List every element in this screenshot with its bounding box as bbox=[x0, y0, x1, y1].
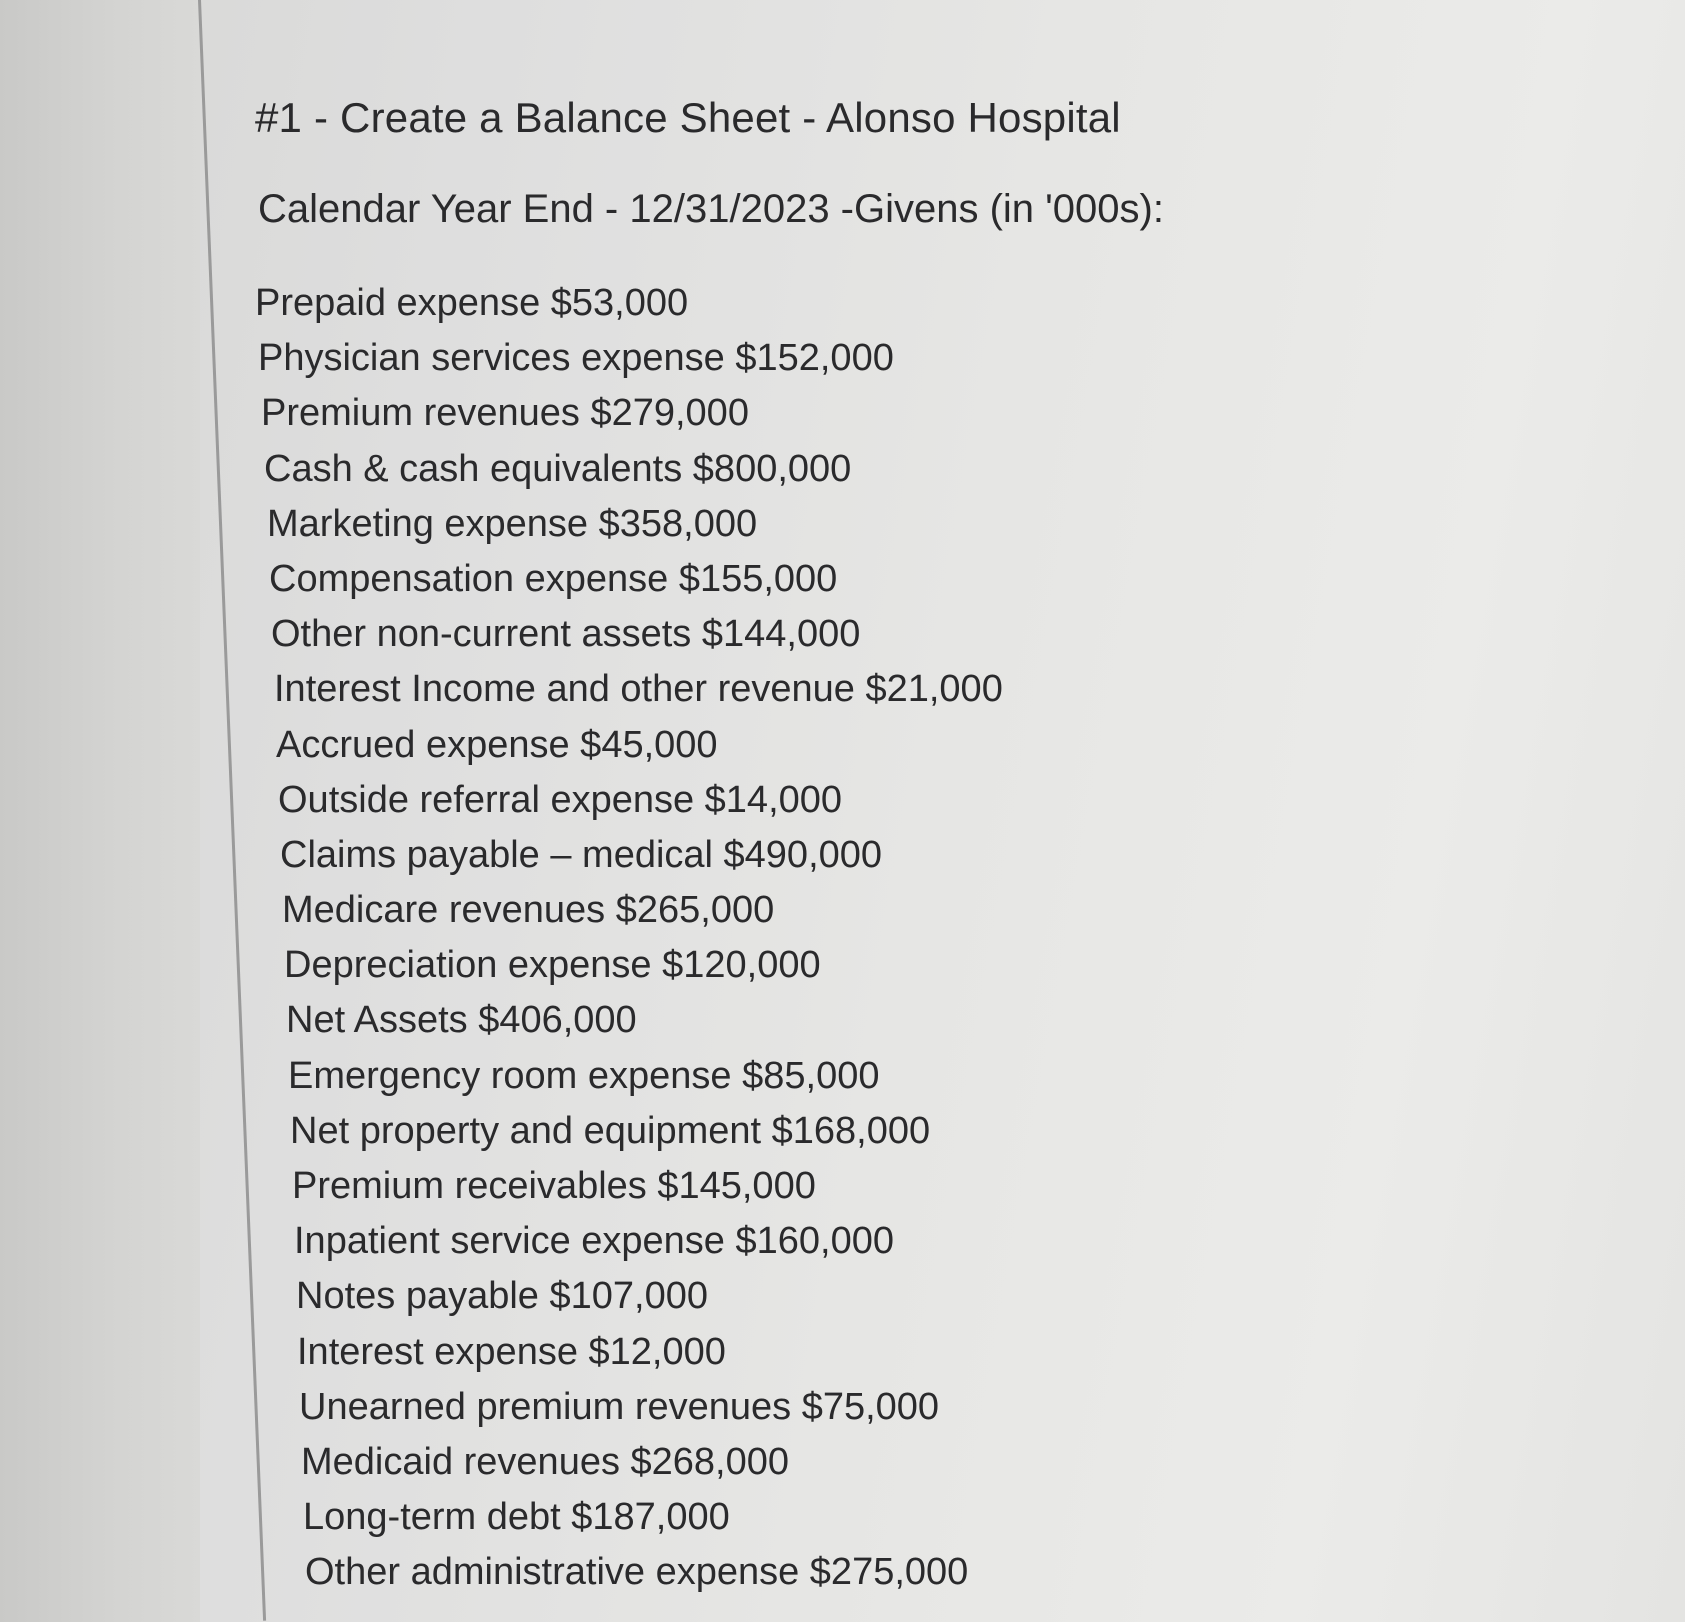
list-item: Other administrative expense $275,000 bbox=[305, 1551, 969, 1594]
list-item: Physician services expense $152,000 bbox=[258, 337, 894, 380]
givens-list bbox=[255, 276, 1555, 1601]
list-item: Compensation expense $155,000 bbox=[269, 557, 838, 600]
list-item: Medicaid revenues $268,000 bbox=[301, 1440, 790, 1483]
list-item: Cash & cash equivalents $800,000 bbox=[264, 447, 852, 490]
list-item: Notes payable $107,000 bbox=[296, 1275, 708, 1318]
list-item: Depreciation expense $120,000 bbox=[284, 944, 821, 987]
list-item: Outside referral expense $14,000 bbox=[278, 778, 843, 821]
list-item: Net property and equipment $168,000 bbox=[290, 1109, 931, 1152]
left-margin bbox=[0, 0, 200, 1622]
list-item: Emergency room expense $85,000 bbox=[288, 1054, 880, 1097]
document-title: #1 - Create a Balance Sheet - Alonso Hospital bbox=[255, 94, 1121, 141]
list-item: Unearned premium revenues $75,000 bbox=[299, 1385, 940, 1428]
list-item: Long-term debt $187,000 bbox=[303, 1496, 730, 1539]
list-item: Premium receivables $145,000 bbox=[292, 1165, 816, 1207]
list-item: Accrued expense $45,000 bbox=[276, 723, 718, 766]
list-item: Prepaid expense $53,000 bbox=[255, 282, 689, 324]
document-subtitle: Calendar Year End - 12/31/2023 -Givens (in '000s): bbox=[258, 187, 1164, 231]
list-item: Inpatient service expense $160,000 bbox=[294, 1220, 894, 1263]
list-item: Premium revenues $279,000 bbox=[261, 392, 749, 435]
list-item: Net Assets $406,000 bbox=[286, 999, 637, 1042]
list-item: Marketing expense $358,000 bbox=[267, 502, 758, 545]
list-item: Other non-current assets $144,000 bbox=[271, 613, 861, 656]
document-content bbox=[255, 90, 1555, 1601]
list-item: Medicare revenues $265,000 bbox=[282, 889, 775, 932]
list-item: Interest Income and other revenue $21,000 bbox=[274, 668, 1003, 711]
list-item: Interest expense $12,000 bbox=[297, 1330, 726, 1373]
list-item: Claims payable – medical $490,000 bbox=[280, 833, 883, 876]
